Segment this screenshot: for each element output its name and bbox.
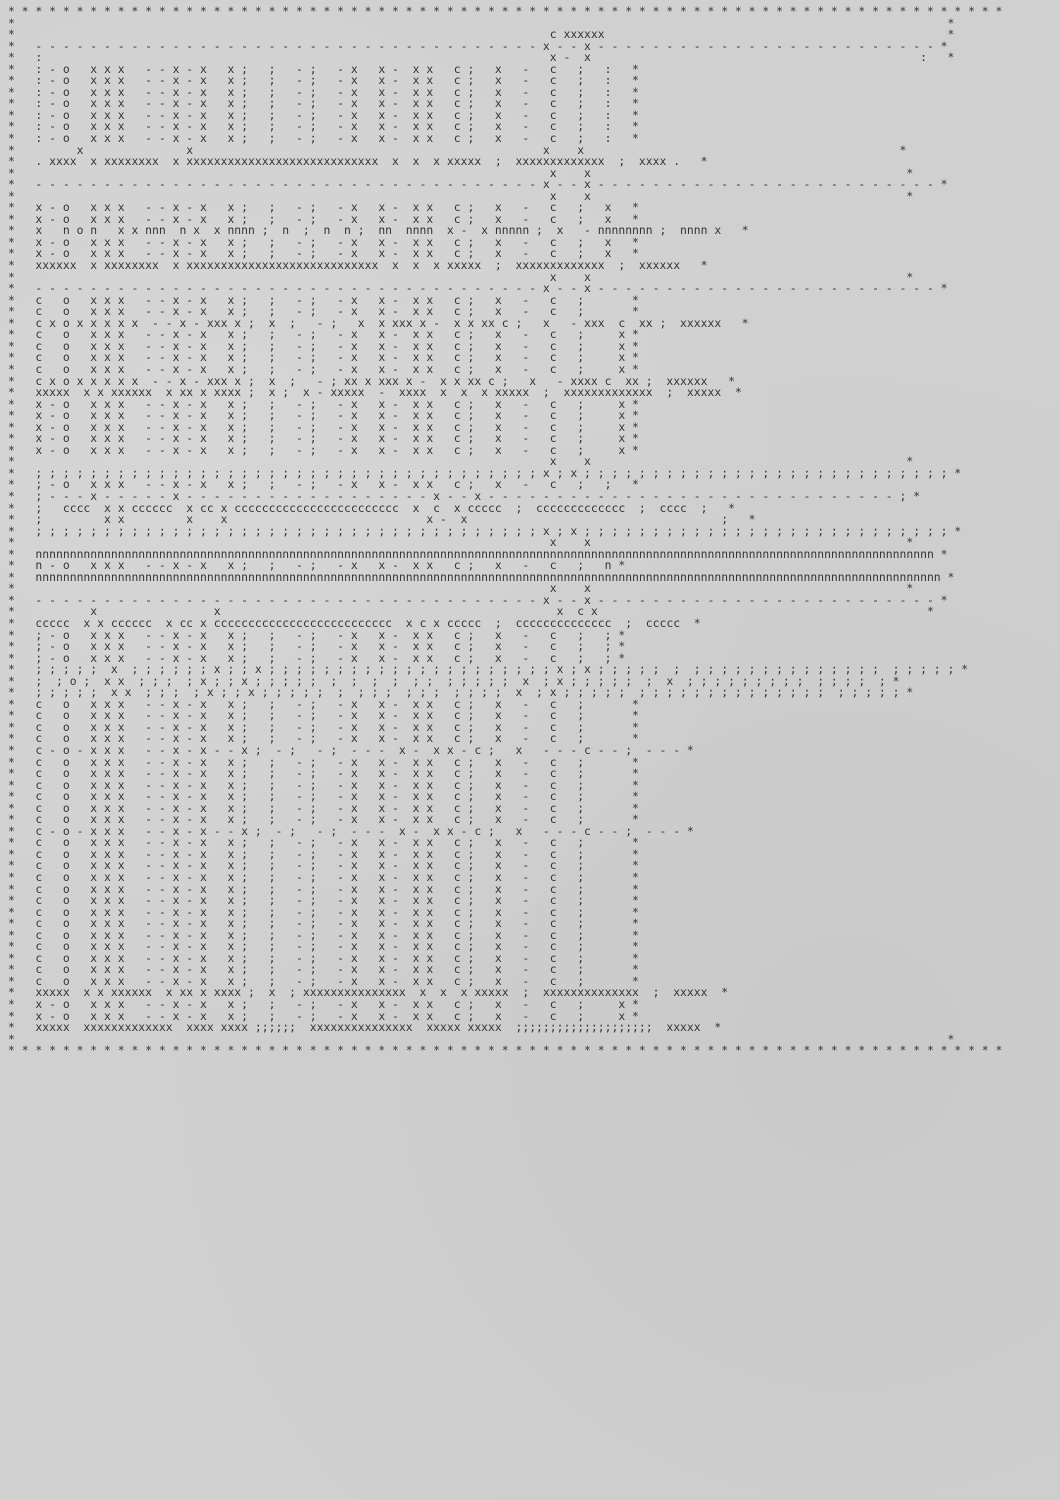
ascii-line: * c o x x x - - x - x x ; ; - ; - x x - x x c ; x - c ; * bbox=[8, 893, 639, 908]
ascii-line: * x - o x x x - - x - x x ; ; - ; - x x - x x c ; x - c ; x * bbox=[8, 246, 639, 261]
ascii-line: * : x - x : * bbox=[8, 50, 955, 65]
ascii-line: * c o x x x - - x - x x ; ; - ; - x x - x x c ; x - c ; * bbox=[8, 835, 639, 850]
ascii-line: * * * * * * * * * * * * * * * * * * * * * * * * * * * * * * * * * * * * * * * * * * * * * * * * * * * * * * * * * * * * * * * * * * * * * * * * * bbox=[8, 6, 1003, 18]
ascii-line: * xxxxx x x xxxxxx x xx x xxxx ; x ; xxxxxxxxxxxxxxx x x x xxxxx ; xxxxxxxxxxxxxx ; xxxxx * bbox=[8, 985, 729, 1000]
ascii-line: * c o x x x - - x - x x ; ; - ; - x x - x x c ; x - c ; * bbox=[8, 696, 639, 711]
ascii-line: * * bbox=[8, 1031, 955, 1046]
ascii-line: * c x o x x x x x - - x - xxx x ; x ; - ; xx x xxx x - x x xx c ; x - xxxx c xx ; xxxxxx * bbox=[8, 373, 735, 388]
ascii-line: * c o x x x - - x - x x ; ; - ; - x x - x x c ; x - c ; * bbox=[8, 858, 639, 873]
ascii-line: * x x x c x * bbox=[8, 604, 934, 619]
ascii-line: * c o x x x - - x - x x ; ; - ; - x x - x x c ; x - c ; x * bbox=[8, 338, 639, 353]
ascii-line: * ; - o x x x - - x - x x ; ; - ; - x x - x x c ; x - c ; ; * bbox=[8, 650, 626, 665]
ascii-line: * ; - o x x x - - x - x x ; ; - ; - x x - x x c ; x - c ; ; * bbox=[8, 477, 639, 492]
ascii-line: * x - o x x x - - x - x x ; ; - ; - x x - x x c ; x - c ; x * bbox=[8, 211, 639, 226]
ascii-line: * x x * bbox=[8, 269, 914, 284]
ascii-line: * : - o x x x - - x - x x ; ; - ; - x x - x x c ; x - c ; : * bbox=[8, 73, 639, 88]
ascii-line: * ; ; o ; x x ; ; ; ; x ; ; x ; ; ; ; ; ; ; ; ; ; ; ; ; ; ; ; x ; x ; ; ; ; ; ; x ; ; ; ; ; ; ; ; ; ; ; ; ; ; * bbox=[8, 673, 900, 688]
ascii-line: * : - o x x x - - x - x x ; ; - ; - x x - x x c ; x - c ; : * bbox=[8, 61, 639, 76]
ascii-line: * ; - o x x x - - x - x x ; ; - ; - x x - x x c ; x - c ; ; * bbox=[8, 627, 626, 642]
ascii-line: * - - - - - - - - - - - - - - - - - - - - - - - - - - - - - - - - - - - - - x - - x - - - - - - - - - - - - - - - - - - - - - - - - - * bbox=[8, 38, 948, 53]
ascii-line: * ; - o x x x - - x - x x ; ; - ; - x x - x x c ; x - c ; ; * bbox=[8, 639, 626, 654]
ascii-line: * x x * bbox=[8, 535, 914, 550]
ascii-line: * : - o x x x - - x - x x ; ; - ; - x x - x x c ; x - c ; : * bbox=[8, 119, 639, 134]
ascii-line: * c o x x x - - x - x x ; ; - ; - x x - x x c ; x - c ; * bbox=[8, 777, 639, 792]
ascii-line: * c - o - x x x - - x - x - - x ; - ; - ; - - - x - x x - c ; x - - - c - - ; - - - * bbox=[8, 743, 694, 757]
ascii-line: * c o x x x - - x - x x ; ; - ; - x x - x x c ; x - c ; * bbox=[8, 731, 639, 746]
ascii-line: * c o x x x - - x - x x ; ; - ; - x x - x x c ; x - c ; * bbox=[8, 939, 639, 954]
ascii-line: * c o x x x - - x - x x ; ; - ; - x x - x x c ; x - c ; * bbox=[8, 754, 639, 769]
ascii-line: * ; ; ; ; ; x ; ; ; ; ; ; x ; ; x ; ; ; ; ; ; ; ; ; ; ; ; ; ; ; ; ; ; ; ; ; x ; x ; ; ; ; ; ; ; ; ; ; ; ; ; ; ; ; ; ; ; ; ; ; ; ; ; * bbox=[8, 662, 969, 677]
ascii-line: * c o x x x - - x - x x ; ; - ; - x x - x x c ; x - c ; * bbox=[8, 708, 639, 723]
ascii-line: * ; x x x x x - x ; * bbox=[8, 512, 756, 527]
ascii-line: * c o x x x - - x - x x ; ; - ; - x x - x x c ; x - c ; x * bbox=[8, 350, 639, 365]
ascii-line: * c xxxxxx * bbox=[8, 27, 955, 42]
ascii-line: * x x * bbox=[8, 581, 914, 596]
ascii-line: * c o x x x - - x - x x ; ; - ; - x x - x x c ; x - c ; * bbox=[8, 916, 639, 931]
ascii-art-block bbox=[8, 6, 1052, 1494]
ascii-line: * x - o x x x - - x - x x ; ; - ; - x x - x x c ; x - c ; x * bbox=[8, 1008, 639, 1023]
ascii-line: * c o x x x - - x - x x ; ; - ; - x x - x x c ; x - c ; * bbox=[8, 292, 639, 307]
ascii-line: * ; ; ; ; ; ; ; ; ; ; ; ; ; ; ; ; ; ; ; ; ; ; ; ; ; ; ; ; ; ; ; ; ; ; ; ; ; x ; x ; ; ; ; ; ; ; ; ; ; ; ; ; ; ; ; ; ; ; ; ; ; ; ; ; ; ; * bbox=[8, 523, 962, 538]
ascii-line: * : - o x x x - - x - x x ; ; - ; - x x - x x c ; x - c ; : * bbox=[8, 96, 639, 111]
ascii-line: * - - - - - - - - - - - - - - - - - - - - - - - - - - - - - - - - - - - - - x - - x - - - - - - - - - - - - - - - - - - - - - - - - - * bbox=[8, 177, 948, 192]
ascii-line: * xxxxxx x xxxxxxxx x xxxxxxxxxxxxxxxxxxxxxxxxxxxx x x x xxxxx ; xxxxxxxxxxxxx ; xxxxxx * bbox=[8, 258, 708, 273]
ascii-line: * x - o x x x - - x - x x ; ; - ; - x x - x x c ; x - c ; x * bbox=[8, 234, 639, 249]
ascii-line: * - - - - - - - - - - - - - - - - - - - - - - - - - - - - - - - - - - - - - x - - x - - - - - - - - - - - - - - - - - - - - - - - - - * bbox=[8, 281, 948, 296]
ascii-line: * c o x x x - - x - x x ; ; - ; - x x - x x c ; x - c ; x * bbox=[8, 327, 639, 342]
ascii-line: * x - o x x x - - x - x x ; ; - ; - x x - x x c ; x - c ; x * bbox=[8, 200, 639, 215]
ascii-line: * xxxxx xxxxxxxxxxxxx xxxx xxxx ;;;;;; xxxxxxxxxxxxxxx xxxxx xxxxx ;;;;;;;;;;;;;;;;;;;; xxxxx * bbox=[8, 1020, 722, 1035]
ascii-line: * ; - - - x - - - - - x - - - - - - - - - - - - - - - - - - x - - x - - - - - - - - - - - - - - - - - - - - - - - - - - - - - - ; * bbox=[8, 488, 921, 503]
ascii-line: * c - o - x x x - - x - x - - x ; - ; - ; - - - x - x x - c ; x - - - c - - ; - - - * bbox=[8, 823, 694, 838]
ascii-line: * x - o x x x - - x - x x ; ; - ; - x x - x x c ; x - c ; x * bbox=[8, 408, 639, 423]
ascii-line: * nnnnnnnnnnnnnnnnnnnnnnnnnnnnnnnnnnnnnnnnnnnnnnnnnnnnnnnnnnnnnnnnnnnnnnnnnnnnnnnnnnnnnnnnnnnnnnnnnnnnnnnnnnnnnnnnnnnnnnnnnnnnnnnnnnnn * bbox=[8, 569, 955, 584]
ascii-line: * ; ; ; ; ; x x ; ; ; ; x ; ; x ; ; ; ; ; ; ; ; ; ; ; ; ; ; ; ; x ; x ; ; ; ; ; ; ; ; ; ; ; ; ; ; ; ; ; ; ; ; ; ; ; ; * bbox=[8, 685, 914, 700]
ascii-line: * c o x x x - - x - x x ; ; - ; - x x - x x c ; x - c ; * bbox=[8, 846, 639, 861]
ascii-line: * ccccc x x cccccc x cc x cccccccccccccccccccccccccc x c x ccccc ; cccccccccccccc ; ccccc * bbox=[8, 615, 701, 630]
ascii-line: * c o x x x - - x - x x ; ; - ; - x x - x x c ; x - c ; * bbox=[8, 789, 639, 804]
ascii-line: * c x o x x x x x - - x - xxx x ; x ; - ; x x xxx x - x x xx c ; x - xxx c xx ; xxxxxx * bbox=[8, 315, 749, 330]
ascii-line: * c o x x x - - x - x x ; ; - ; - x x - x x c ; x - c ; * bbox=[8, 304, 639, 319]
ascii-line: * x x x x * bbox=[8, 142, 907, 157]
ascii-line: * - - - - - - - - - - - - - - - - - - - - - - - - - - - - - - - - - - - - - x - - x - - - - - - - - - - - - - - - - - - - - - - - - - * bbox=[8, 592, 948, 607]
ascii-line: * : - o x x x - - x - x x ; ; - ; - x x - x x c ; x - c ; : * bbox=[8, 107, 639, 122]
ascii-line: * xxxxx x x xxxxxx x xx x xxxx ; x ; x - xxxxx - xxxx x x x xxxxx ; xxxxxxxxxxxxx ; xxxxx * bbox=[8, 385, 742, 400]
ascii-line: * c o x x x - - x - x x ; ; - ; - x x - x x c ; x - c ; * bbox=[8, 719, 639, 734]
ascii-line: * x - o x x x - - x - x x ; ; - ; - x x - x x c ; x - c ; x * bbox=[8, 442, 639, 457]
ascii-line: * n - o x x x - - x - x x ; ; - ; - x x - x x c ; x - c ; n * bbox=[8, 558, 626, 573]
ascii-line: * x - o x x x - - x - x x ; ; - ; - x x - x x c ; x - c ; x * bbox=[8, 419, 639, 434]
ascii-line: * x - o x x x - - x - x x ; ; - ; - x x - x x c ; x - c ; x * bbox=[8, 431, 639, 446]
ascii-line: * x n o n x x nnn n x x nnnn ; n ; n n ; nn nnnn x - x nnnnn ; x - nnnnnnnn ; nnnn x * bbox=[8, 223, 749, 238]
ascii-line: * c o x x x - - x - x x ; ; - ; - x x - x x c ; x - c ; * bbox=[8, 800, 639, 815]
ascii-line: * c o x x x - - x - x x ; ; - ; - x x - x x c ; x - c ; * bbox=[8, 927, 639, 942]
ascii-line: * * * * * * * * * * * * * * * * * * * * * * * * * * * * * * * * * * * * * * * * * * * * * * * * * * * * * * * * * * * * * * * * * * * * * * * * * bbox=[8, 1043, 1003, 1058]
ascii-line: * ; cccc x x cccccc x cc x cccccccccccccccccccccccc x c x ccccc ; ccccccccccccc ; cccc ; * bbox=[8, 500, 735, 515]
ascii-line: * c o x x x - - x - x x ; ; - ; - x x - x x c ; x - c ; * bbox=[8, 812, 639, 827]
ascii-line: * : - o x x x - - x - x x ; ; - ; - x x - x x c ; x - c ; : * bbox=[8, 131, 639, 146]
ascii-line: * c o x x x - - x - x x ; ; - ; - x x - x x c ; x - c ; * bbox=[8, 870, 639, 885]
ascii-line: * x - o x x x - - x - x x ; ; - ; - x x - x x c ; x - c ; x * bbox=[8, 997, 639, 1012]
ascii-line: * nnnnnnnnnnnnnnnnnnnnnnnnnnnnnnnnnnnnnnnnnnnnnnnnnnnnnnnnnnnnnnnnnnnnnnnnnnnnnnnnnnnnnnnnnnnnnnnnnnnnnnnnnnnnnnnnnnnnnnnnnnnnnnnnnnn * bbox=[8, 546, 948, 561]
ascii-line: * ; ; ; ; ; ; ; ; ; ; ; ; ; ; ; ; ; ; ; ; ; ; ; ; ; ; ; ; ; ; ; ; ; ; ; ; ; x ; x ; ; ; ; ; ; ; ; ; ; ; ; ; ; ; ; ; ; ; ; ; ; ; ; ; ; ; * bbox=[8, 465, 962, 480]
ascii-line: * c o x x x - - x - x x ; ; - ; - x x - x x c ; x - c ; * bbox=[8, 766, 639, 781]
ascii-line: * c o x x x - - x - x x ; ; - ; - x x - x x c ; x - c ; * bbox=[8, 973, 639, 988]
ascii-line: * c o x x x - - x - x x ; ; - ; - x x - x x c ; x - c ; * bbox=[8, 904, 639, 919]
ascii-line: * c o x x x - - x - x x ; ; - ; - x x - x x c ; x - c ; x * bbox=[8, 361, 639, 376]
ascii-line: * c o x x x - - x - x x ; ; - ; - x x - x x c ; x - c ; * bbox=[8, 881, 639, 896]
ascii-line: * * bbox=[8, 15, 955, 30]
ascii-line: * : - o x x x - - x - x x ; ; - ; - x x - x x c ; x - c ; : * bbox=[8, 84, 639, 99]
ascii-line: * . xxxx x xxxxxxxx x xxxxxxxxxxxxxxxxxxxxxxxxxxxx x x x xxxxx ; xxxxxxxxxxxxx ; xxxx . * bbox=[8, 154, 708, 169]
ascii-line: * x x * bbox=[8, 454, 914, 469]
ascii-line: * c o x x x - - x - x x ; ; - ; - x x - x x c ; x - c ; * bbox=[8, 962, 639, 977]
ascii-line: * x - o x x x - - x - x x ; ; - ; - x x - x x c ; x - c ; x * bbox=[8, 396, 639, 411]
ascii-line: * x x * bbox=[8, 165, 914, 180]
ascii-line: * x x * bbox=[8, 188, 914, 203]
ascii-line: * c o x x x - - x - x x ; ; - ; - x x - x x c ; x - c ; * bbox=[8, 950, 639, 965]
